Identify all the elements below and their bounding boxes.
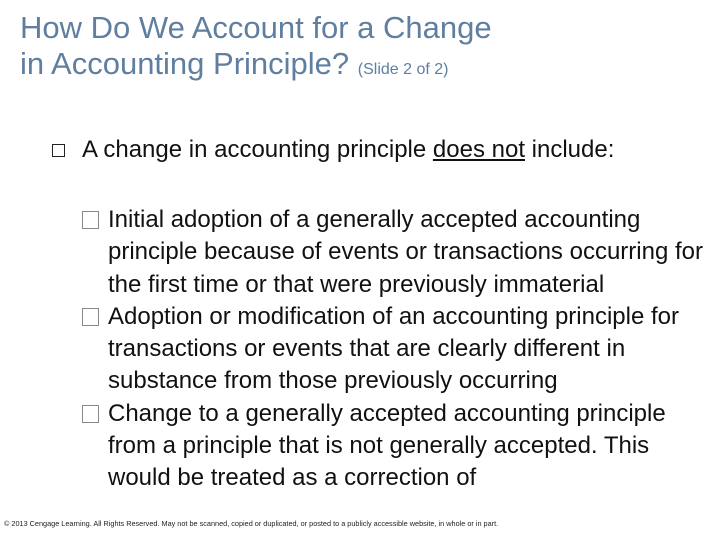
checkbox-bullet-icon [82, 211, 99, 229]
bullet-text-before: A change in accounting principle [82, 136, 433, 163]
sub-bullet-list [82, 204, 712, 495]
title-line-2: in Accounting Principle? [20, 46, 350, 81]
sub-bullet-item [82, 204, 712, 301]
title-line-1: How Do We Account for a Change [20, 10, 492, 45]
title-suffix: (Slide 2 of 2) [357, 61, 449, 78]
sub-bullet-text: Initial adoption of a generally accepted accounting principle because of events or transactions occurring for the first time or that were previously immaterial [108, 206, 703, 298]
main-bullet-text [82, 134, 702, 166]
sub-bullet-text: Change to a generally accepted accounting principle from a principle that is not generally accepted. This would be treated as a correction of [108, 399, 666, 492]
copyright-footer: © 2013 Cengage Learning. All Rights Reserved. May not be scanned, copied or duplicated, or posted to a publicly accessible website, in whole or in part. [4, 519, 499, 528]
checkbox-bullet-icon [82, 308, 99, 326]
sub-bullet-item [82, 398, 712, 495]
sub-bullet-text: Adoption or modification of an accounting principle for transactions or events that are clearly different in substance from those previously occurring [108, 302, 680, 395]
bullet-text-after: include: [524, 136, 615, 163]
sub-bullet-item [82, 301, 712, 398]
square-bullet-icon [52, 144, 65, 157]
slide-title [20, 10, 710, 88]
bullet-text-underlined: does not [432, 136, 525, 163]
checkbox-bullet-icon [82, 405, 99, 423]
